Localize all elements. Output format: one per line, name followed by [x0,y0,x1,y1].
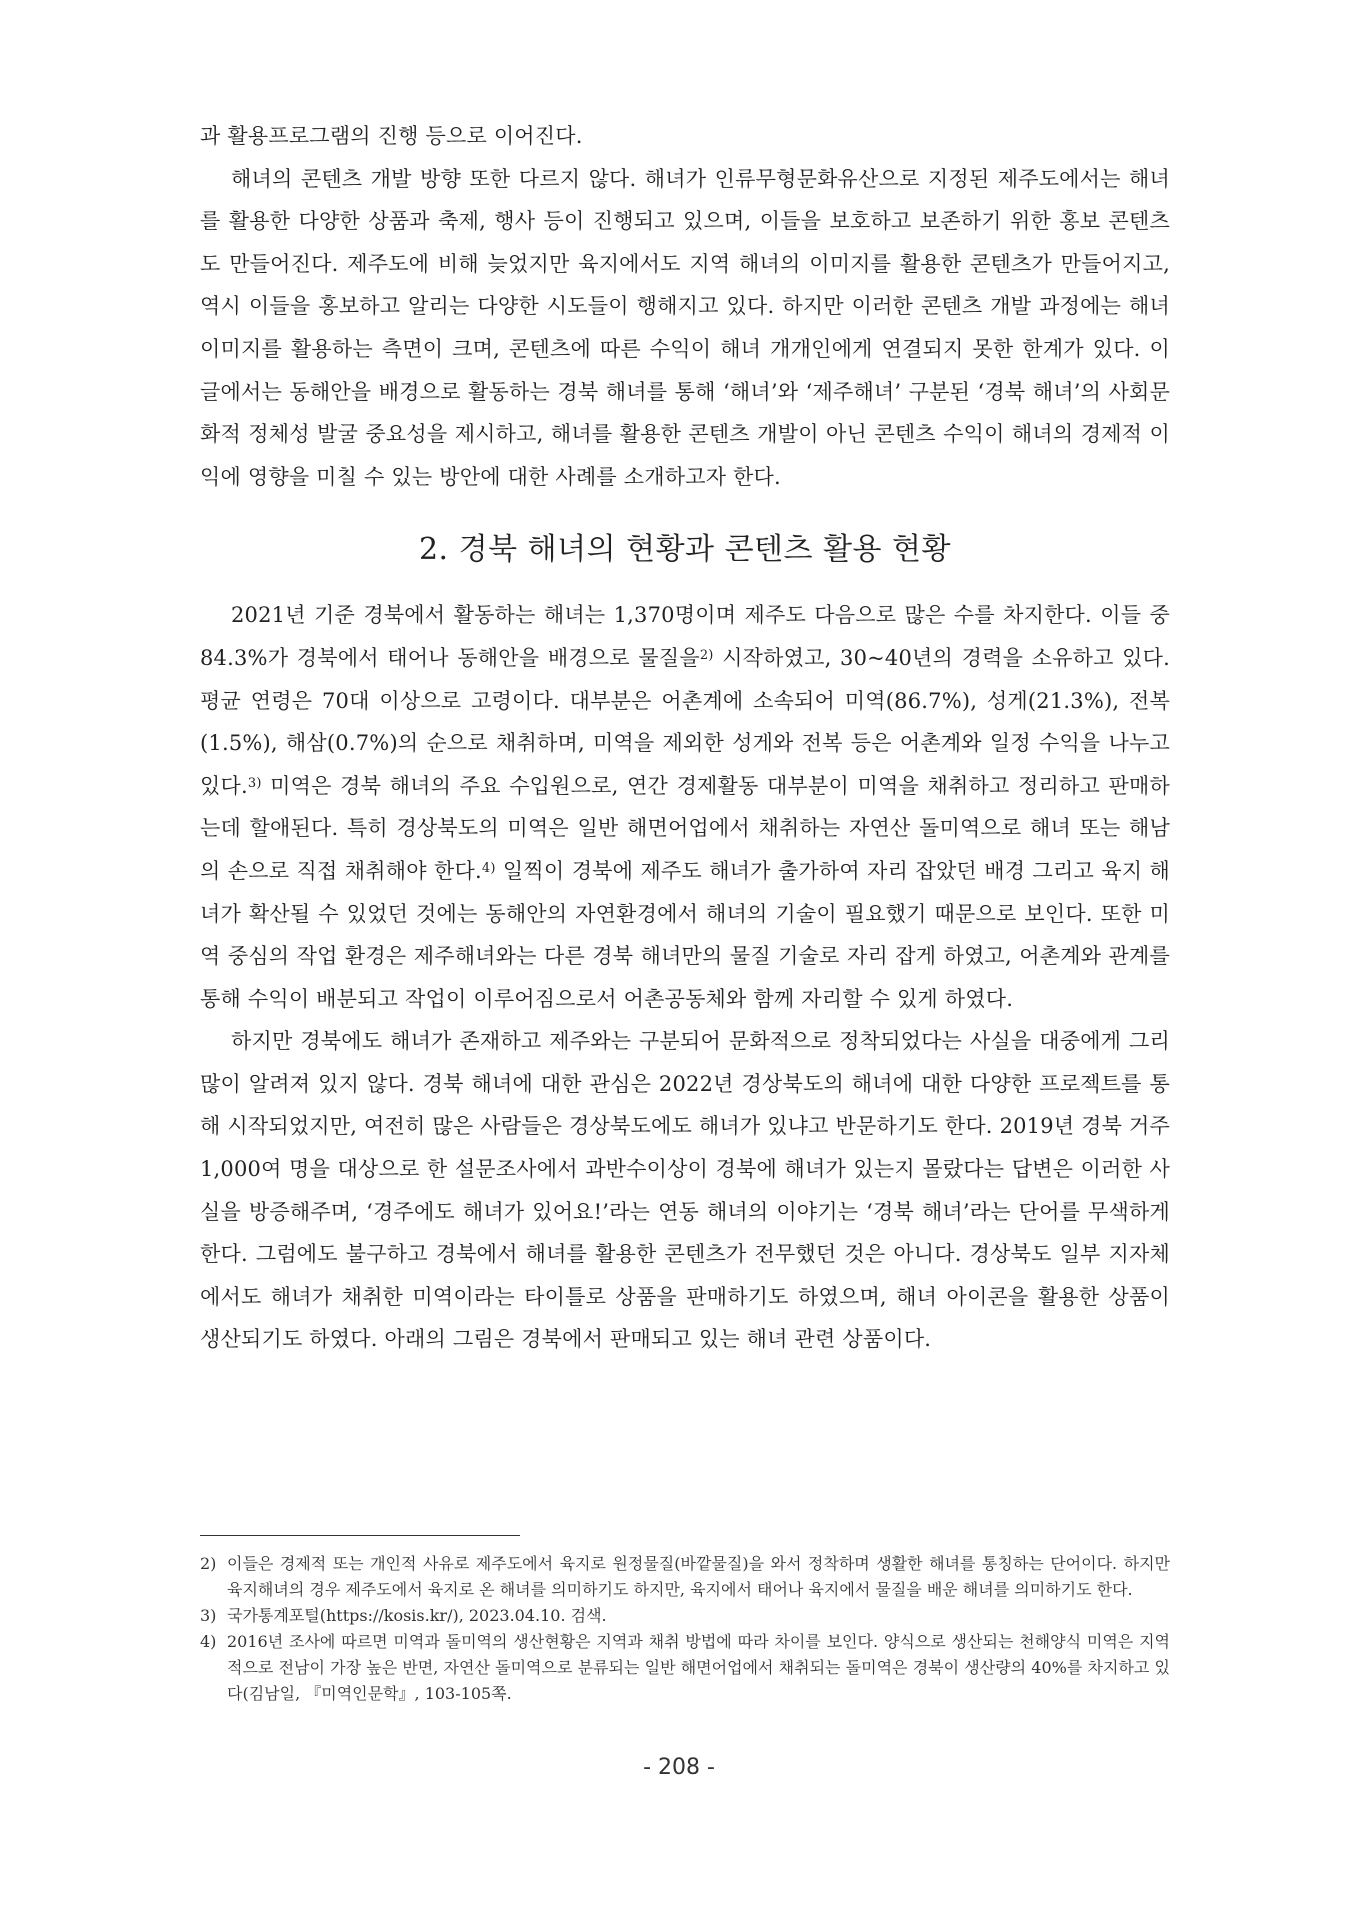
intro-paragraph: 해녀의 콘텐츠 개발 방향 또한 다르지 않다. 해녀가 인류무형문화유산으로 지정된 제주도에서는 해녀를 활용한 다양한 상품과 축제, 행사 등이 진행되고 있으며, 이들을 보호하고 보존하기 위한 홍보 콘텐츠도 만들어진다. 제주도에 비해 늦었지만 육지에서도 지역 해녀의 이미지를 활용한 콘텐츠가 만들어지고, 역시 이들을 홍보하고 알리는 다양한 시도들이 행해지고 있다. 하지만 이러한 콘텐츠 개발 과정에는 해녀 이미지를 활용하는 측면이 크며, 콘텐츠에 따른 수익이 해녀 개개인에게 연결되지 못한 한계가 있다. 이 글에서는 동해안을 배경으로 활동하는 경북 해녀를 통해 ‘해녀’와 ‘제주해녀’ 구분된 ‘경북 해녀’의 사회문화적 정체성 발굴 중요성을 제시하고, 해녀를 활용한 콘텐츠 개발이 아닌 콘텐츠 수익이 해녀의 경제적 이익에 영향을 미칠 수 있는 방안에 대한 사례를 소개하고자 한다. [200,166,1170,489]
footnote-text: 2016년 조사에 따르면 미역과 돌미역의 생산현황은 지역과 채취 방법에 따라 차이를 보인다. 양식으로 생산되는 천해양식 미역은 지역적으로 전남이 가장 높은 반면, 자연산 돌미역으로 분류되는 일반 해면어업에서 채취되는 돌미역은 경북이 생산량의 40%를 차지하고 있다(김남일, 『미역인문학』, 103-105쪽. [227,1632,1170,1703]
paragraph-text: 미역은 경북 해녀의 주요 수입원으로, 연간 경제활동 대부분이 미역을 채취하고 정리하고 판매하는데 할애된다. 특히 경상북도의 미역은 일반 해면어업에서 채취하는 자연산 돌미역으로 해녀 또는 해남의 손으로 직접 채취해야 한다. [200,773,1170,883]
footnote-ref-2[interactable]: 2) [699,647,714,663]
footnote-2 [200,1551,1170,1603]
footnote-number: 3) [200,1606,217,1625]
paragraph-text: 시작하였고, 30~40년의 경력을 소유하고 있다. 평균 연령은 70대 이상으로 고령이다. 대부분은 어촌계에 소속되어 미역(86.7%), 성게(21.3%), 전복(1.5%), 해삼(0.7%)의 순으로 채취하며, 미역을 제외한 성게와 전복 등은 어촌계와 일정 수익을 나누고 있다. [200,645,1170,798]
page-body [200,115,1170,1361]
footnote-number: 4) [200,1632,217,1651]
footnote-3 [200,1603,1170,1629]
footnote-ref-4[interactable]: 4) [481,860,496,876]
footnote-divider [200,1535,520,1536]
footnote-ref-3[interactable]: 3) [247,775,262,791]
footnote-number: 2) [200,1554,217,1573]
footnote-4 [200,1629,1170,1707]
footnotes [200,1551,1170,1707]
paragraph-text: 2021년 기준 경북에서 활동하는 해녀는 1,370명이며 제주도 다음으로 많은 수를 차지한다. 이들 중 84.3%가 경북에서 태어나 동해안을 배경으로 물질을 [200,603,1170,670]
footnote-text: 국가통계포털(https://kosis.kr/), 2023.04.10. 검색. [227,1606,607,1625]
footnote-text: 이들은 경제적 또는 개인적 사유로 제주도에서 육지로 원정물질(바깥물질)을 와서 정착하며 생활한 해녀를 통칭하는 단어이다. 하지만 육지해녀의 경우 제주도에서 육지로 온 해녀를 의미하기도 하지만, 육지에서 태어나 육지에서 물질을 배운 해녀를 의미하기도 한다. [227,1554,1170,1599]
intro-paragraph-continued: 과 활용프로그램의 진행 등으로 이어진다. [200,124,583,148]
section-paragraph-2: 하지만 경북에도 해녀가 존재하고 제주와는 구분되어 문화적으로 정착되었다는 사실을 대중에게 그리 많이 알려져 있지 않다. 경북 해녀에 대한 관심은 2022년 경상북도의 해녀에 대한 다양한 프로젝트를 통해 시작되었지만, 여전히 많은 사람들은 경상북도에도 해녀가 있냐고 반문하기도 한다. 2019년 경북 거주 1,000여 명을 대상으로 한 설문조사에서 과반수이상이 경북에 해녀가 있는지 몰랐다는 답변은 이러한 사실을 방증해주며, ‘경주에도 해녀가 있어요!’라는 연동 해녀의 이야기는 ‘경북 해녀’라는 단어를 무색하게 한다. 그럼에도 불구하고 경북에서 해녀를 활용한 콘텐츠가 전무했던 것은 아니다. 경상북도 일부 지자체에서도 해녀가 채취한 미역이라는 타이틀로 상품을 판매하기도 하였으며, 해녀 아이콘을 활용한 상품이 생산되기도 하였다. 아래의 그림은 경북에서 판매되고 있는 해녀 관련 상품이다. [200,1029,1170,1352]
page-number: - 208 - [643,1755,715,1780]
section-paragraph-1 [200,594,1170,1020]
paragraph-text: 일찍이 경북에 제주도 해녀가 출가하여 자리 잡았던 배경 그리고 육지 해녀가 확산될 수 있었던 것에는 동해안의 자연환경에서 해녀의 기술이 필요했기 때문으로 보인다. 또한 미역 중심의 작업 환경은 제주해녀와는 다른 경북 해녀만의 물질 기술로 자리 잡게 하였고, 어촌계와 관계를 통해 수익이 배분되고 작업이 이루어짐으로서 어촌공동체와 함께 자리할 수 있게 하였다. [200,858,1170,1011]
section-heading: 2. 경북 해녀의 현황과 콘텐츠 활용 현황 [418,532,952,568]
